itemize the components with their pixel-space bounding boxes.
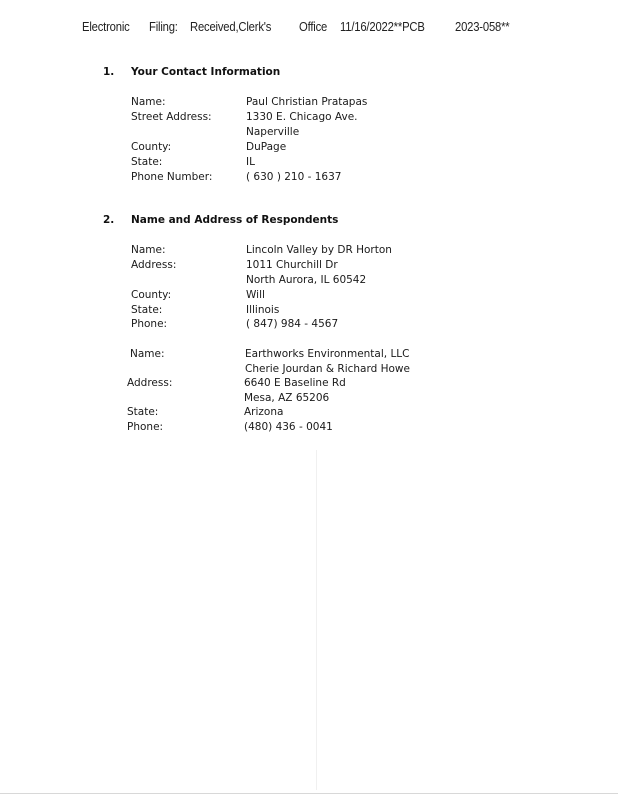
field-label: Phone Number: <box>131 171 213 183</box>
field-value: Paul Christian Pratapas <box>246 96 368 108</box>
field-value: 1011 Churchill Dr <box>246 259 338 271</box>
field-label: Name: <box>131 244 166 256</box>
field-value: 6640 E Baseline Rd <box>244 377 346 389</box>
section-1-title: Your Contact Information <box>131 66 281 78</box>
field-value: Will <box>246 289 265 301</box>
field-label: Address: <box>131 259 177 271</box>
stamp-word: Filing: <box>149 20 178 34</box>
field-label: County: <box>131 289 172 301</box>
stamp-word: Office <box>299 20 328 34</box>
field-value: 1330 E. Chicago Ave. <box>246 111 358 123</box>
field-value: ( 847) 984 - 4567 <box>246 318 339 330</box>
field-value: Cherie Jourdan & Richard Howe <box>245 363 410 375</box>
field-value: DuPage <box>246 141 287 153</box>
field-value: Arizona <box>244 406 284 418</box>
field-value: (480) 436 - 0041 <box>244 421 333 433</box>
field-value: Illinois <box>246 304 280 316</box>
field-label: Street Address: <box>131 111 212 123</box>
stamp-docket: 2023-058** <box>455 20 510 34</box>
field-value: Lincoln Valley by DR Horton <box>246 244 392 256</box>
section-1-number: 1. <box>103 66 115 78</box>
stamp-date: 11/16/2022**PCB <box>340 20 425 34</box>
field-label: State: <box>131 156 163 168</box>
field-label: Phone: <box>131 318 168 330</box>
field-value: Mesa, AZ 65206 <box>244 392 330 404</box>
field-label: Name: <box>131 96 166 108</box>
field-value: North Aurora, IL 60542 <box>246 274 367 286</box>
section-2-number: 2. <box>103 214 115 226</box>
section-2-title: Name and Address of Respondents <box>131 214 339 226</box>
field-label: State: <box>127 406 159 418</box>
stamp-word: Electronic <box>82 20 130 34</box>
stamp-word: Received,Clerk's <box>190 20 272 34</box>
field-value: IL <box>246 156 255 168</box>
field-value: Naperville <box>246 126 300 138</box>
field-label: Address: <box>127 377 173 389</box>
scan-artifact <box>0 793 618 794</box>
field-value: ( 630 ) 210 - 1637 <box>246 171 342 183</box>
scan-artifact <box>316 450 317 790</box>
field-label: County: <box>131 141 172 153</box>
field-value: Earthworks Environmental, LLC <box>245 348 410 360</box>
field-label: Phone: <box>127 421 164 433</box>
field-label: State: <box>131 304 163 316</box>
field-label: Name: <box>130 348 165 360</box>
